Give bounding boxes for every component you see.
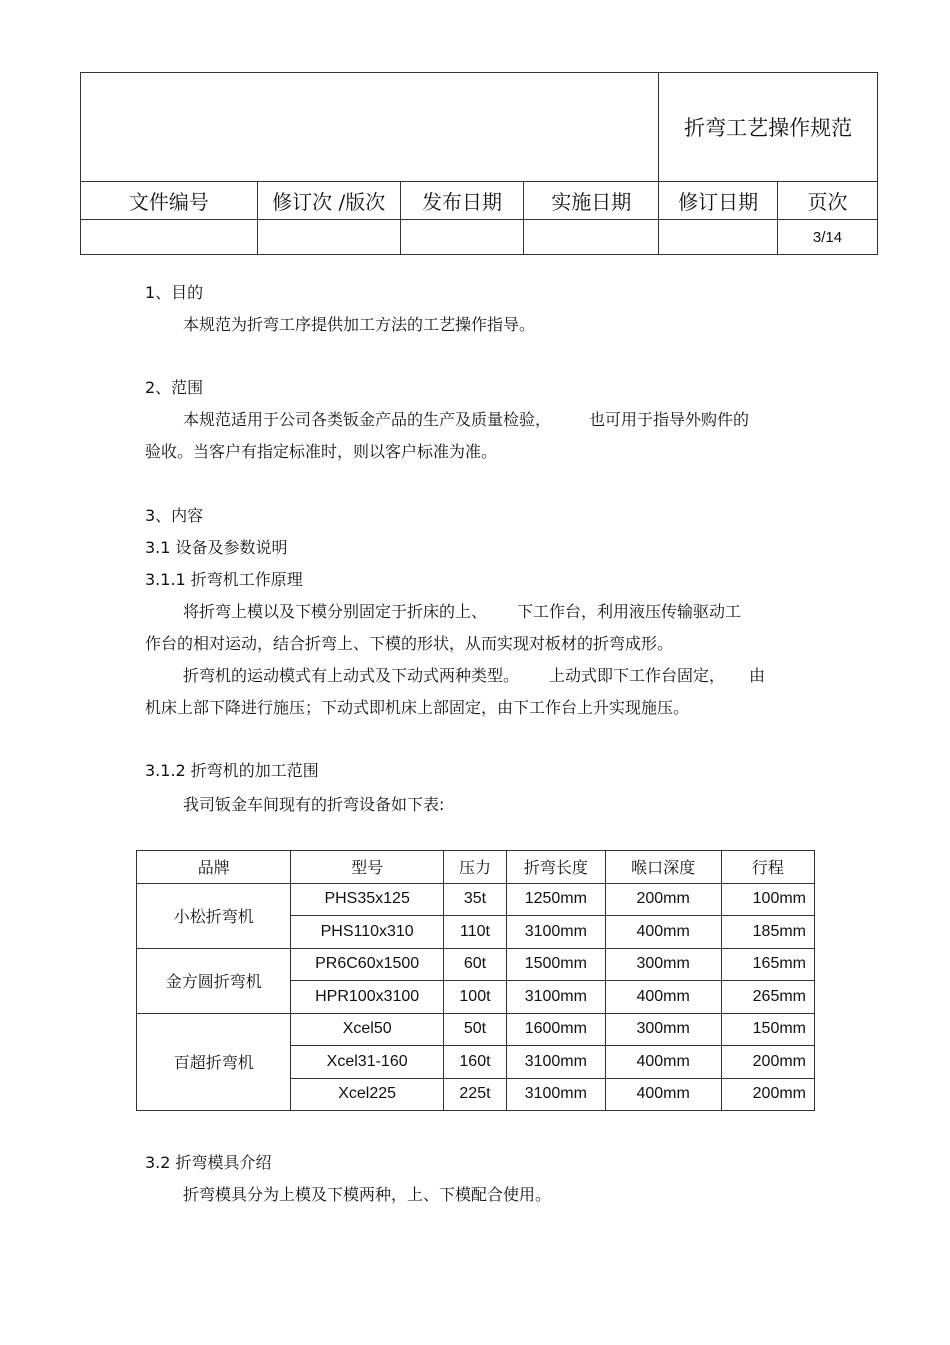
bend-length-cell: 1500mm xyxy=(507,948,605,981)
column-header-bend-length: 折弯长度 xyxy=(507,851,605,884)
section-3-2-text: 折弯模具分为上模及下模两种，上、下模配合使用。 xyxy=(183,1185,552,1204)
model-cell: HPR100x3100 xyxy=(291,981,443,1014)
throat-depth-cell: 300mm xyxy=(605,1013,721,1046)
bend-length-cell: 1600mm xyxy=(507,1013,605,1046)
table-header-row xyxy=(137,851,815,884)
table-row xyxy=(137,1013,815,1046)
pressure-cell: 50t xyxy=(443,1013,506,1046)
principle-para2-line1 xyxy=(183,666,765,686)
pressure-cell: 160t xyxy=(443,1046,506,1079)
header-value-doc-no xyxy=(81,220,258,255)
header-label-revision: 修订次 /版次 xyxy=(257,182,400,220)
column-header-pressure: 压力 xyxy=(443,851,506,884)
model-cell: Xcel31-160 xyxy=(291,1046,443,1079)
bend-length-cell: 3100mm xyxy=(507,1046,605,1079)
table-row xyxy=(137,883,815,916)
stroke-cell: 200mm xyxy=(721,1078,814,1111)
stroke-cell: 185mm xyxy=(721,916,814,949)
pressure-cell: 110t xyxy=(443,916,506,949)
section-1-heading: 1、目的 xyxy=(145,283,204,302)
model-cell: PHS35x125 xyxy=(291,883,443,916)
bend-length-cell: 3100mm xyxy=(507,1078,605,1111)
principle-para2-line2: 机床上部下降进行施压；下动式即机床上部固定，由下工作台上升实现施压。 xyxy=(145,698,690,717)
section-3-2-heading: 3.2 折弯模具介绍 xyxy=(145,1153,272,1172)
principle-para2-part-b: 上动式即下工作台固定， xyxy=(549,666,726,685)
stroke-cell: 150mm xyxy=(721,1013,814,1046)
column-header-stroke: 行程 xyxy=(721,851,814,884)
section-3-1-2-text: 我司钣金车间现有的折弯设备如下表: xyxy=(183,795,445,814)
pressure-cell: 35t xyxy=(443,883,506,916)
section-2-text-part-a: 本规范适用于公司各类钣金产品的生产及质量检验， xyxy=(183,410,552,429)
bend-length-cell: 3100mm xyxy=(507,916,605,949)
section-2-heading: 2、范围 xyxy=(145,378,204,397)
section-2-text-line1 xyxy=(183,410,749,430)
model-cell: Xcel50 xyxy=(291,1013,443,1046)
stroke-cell: 100mm xyxy=(721,883,814,916)
principle-para2-part-c: 由 xyxy=(749,666,766,685)
column-header-model: 型号 xyxy=(291,851,443,884)
stroke-cell: 265mm xyxy=(721,981,814,1014)
principle-para2-part-a: 折弯机的运动模式有上动式及下动式两种类型。 xyxy=(183,666,520,685)
stroke-cell: 200mm xyxy=(721,1046,814,1079)
equipment-table xyxy=(136,850,815,1111)
throat-depth-cell: 400mm xyxy=(605,981,721,1014)
header-blank-cell xyxy=(81,73,659,182)
throat-depth-cell: 300mm xyxy=(605,948,721,981)
header-value-release-date xyxy=(400,220,524,255)
model-cell: Xcel225 xyxy=(291,1078,443,1111)
principle-para1-line2: 作台的相对运动，结合折弯上、下模的形状，从而实现对板材的折弯成形。 xyxy=(145,634,674,653)
model-cell: PHS110x310 xyxy=(291,916,443,949)
column-header-throat-depth: 喉口深度 xyxy=(605,851,721,884)
model-cell: PR6C60x1500 xyxy=(291,948,443,981)
column-header-brand: 品牌 xyxy=(137,851,291,884)
section-1-text: 本规范为折弯工序提供加工方法的工艺操作指导。 xyxy=(183,315,536,334)
throat-depth-cell: 400mm xyxy=(605,1046,721,1079)
header-label-effective-date: 实施日期 xyxy=(524,182,659,220)
principle-para1-part-a: 将折弯上模以及下模分别固定于折床的上、 xyxy=(183,602,488,621)
document-title: 折弯工艺操作规范 xyxy=(659,73,878,182)
header-label-revised-date: 修订日期 xyxy=(659,182,778,220)
header-value-effective-date xyxy=(524,220,659,255)
section-3-1-2-heading: 3.1.2 折弯机的加工范围 xyxy=(145,761,319,780)
pressure-cell: 60t xyxy=(443,948,506,981)
section-2-text-part-b: 也可用于指导外购件的 xyxy=(589,410,750,429)
bend-length-cell: 3100mm xyxy=(507,981,605,1014)
section-3-heading: 3、内容 xyxy=(145,506,204,525)
table-row xyxy=(137,948,815,981)
header-label-doc-no: 文件编号 xyxy=(81,182,258,220)
page-number: 3/14 xyxy=(778,220,878,255)
brand-cell: 百超折弯机 xyxy=(137,1013,291,1111)
brand-cell: 小松折弯机 xyxy=(137,883,291,948)
pressure-cell: 225t xyxy=(443,1078,506,1111)
section-3-1-heading: 3.1 设备及参数说明 xyxy=(145,538,288,557)
header-label-release-date: 发布日期 xyxy=(400,182,524,220)
bend-length-cell: 1250mm xyxy=(507,883,605,916)
header-label-page: 页次 xyxy=(778,182,878,220)
principle-para1-part-b: 下工作台，利用液压传输驱动工 xyxy=(517,602,742,621)
header-value-revision xyxy=(257,220,400,255)
stroke-cell: 165mm xyxy=(721,948,814,981)
section-2-text-line2: 验收。当客户有指定标准时，则以客户标准为准。 xyxy=(145,442,498,461)
document-header xyxy=(80,72,878,255)
throat-depth-cell: 400mm xyxy=(605,916,721,949)
throat-depth-cell: 400mm xyxy=(605,1078,721,1111)
pressure-cell: 100t xyxy=(443,981,506,1014)
principle-para1-line1 xyxy=(183,602,741,622)
section-3-1-1-heading: 3.1.1 折弯机工作原理 xyxy=(145,570,303,589)
header-value-revised-date xyxy=(659,220,778,255)
throat-depth-cell: 200mm xyxy=(605,883,721,916)
brand-cell: 金方圆折弯机 xyxy=(137,948,291,1013)
